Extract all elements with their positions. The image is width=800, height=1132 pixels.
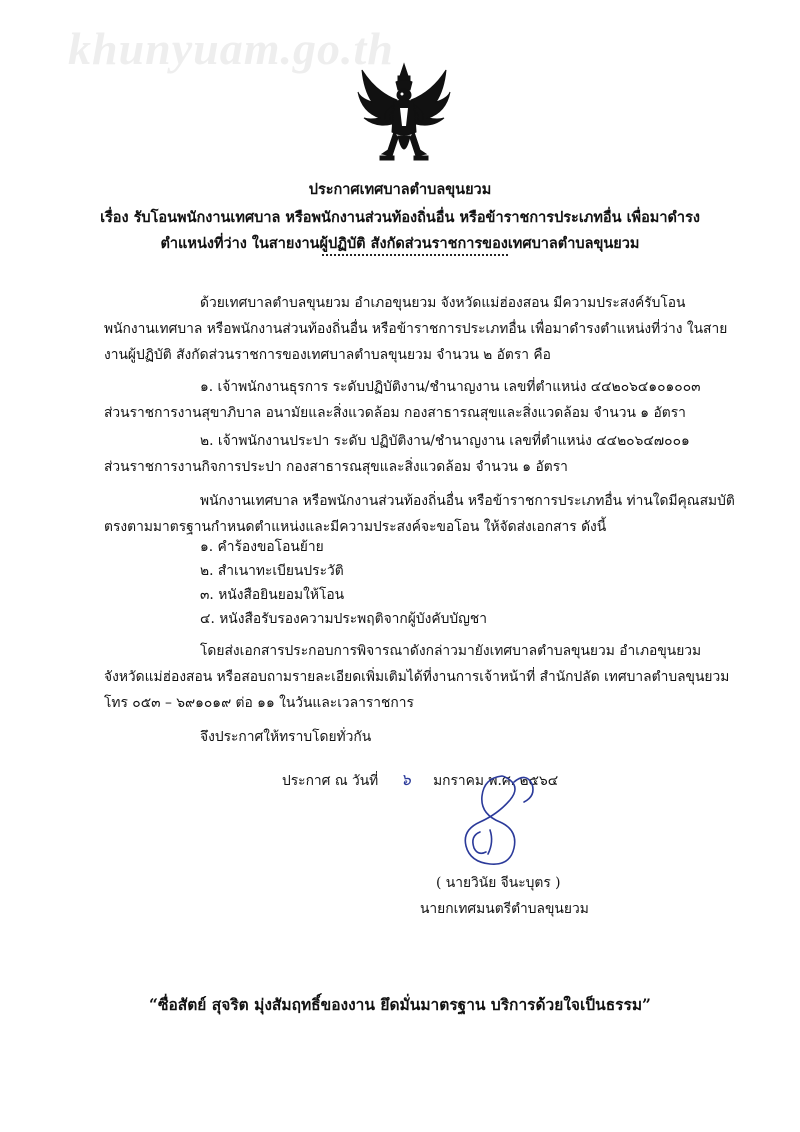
document-item-1: ๑. คำร้องขอโอนย้าย [200,539,324,555]
intro-line-2: พนักงานเทศบาล หรือพนักงานส่วนท้องถิ่นอื่น หรือข้าราชการประเภทอื่น เพื่อมาดำรงตำแหน่งที่ว่าง ในสาย [104,321,728,337]
motto: “ซื่อสัตย์ สุจริต มุ่งสัมฤทธิ์ของงาน ยึดมั่นมาตรฐาน บริการด้วยใจเป็นธรรม” [149,995,651,1014]
intro-line-1: ด้วยเทศบาลตำบลขุนยวม อำเภอขุนยวม จังหวัดแม่ฮ่องสอน มีความประสงค์รับโอน [200,295,686,311]
document-item-4: ๔. หนังสือรับรองความประพฤติจากผู้บังคับบัญชา [200,611,487,627]
signatory-position: นายกเทศมนตรีตำบลขุนยวม [420,901,589,917]
garuda-emblem-icon [356,62,452,166]
position-1-line-2: ส่วนราชการงานสุขาภิบาล อนามัยและสิ่งแวดล้อม กองสาธารณสุขและสิ่งแวดล้อม จำนวน ๑ อัตรา [104,405,686,421]
submission-line-1: โดยส่งเอกสารประกอบการพิจารณาดังกล่าวมายังเทศบาลตำบลขุนยวม อำเภอขุนยวม [200,643,702,659]
position-2-line-2: ส่วนราชการงานกิจการประปา กองสาธารณสุขและสิ่งแวดล้อม จำนวน ๑ อัตรา [104,459,568,475]
document-item-2: ๒. สำเนาทะเบียนประวัติ [200,563,344,579]
submission-line-2: จังหวัดแม่ฮ่องสอน หรือสอบถามรายละเอียดเพิ่มเติมได้ที่งานการเจ้าหน้าที่ สำนักปลัด เทศบาลตำบลขุนยวม [104,669,730,685]
date-suffix: มกราคม พ.ศ. ๒๕๖๔ [433,773,559,789]
date-prefix: ประกาศ ณ วันที่ [282,773,379,789]
position-2-line-1: ๒. เจ้าพนักงานประปา ระดับ ปฏิบัติงาน/ชำนาญงาน เลขที่ตำแหน่ง ๔๔๒๐๖๔๗๐๐๑ [200,433,690,449]
signatory-name: ( นายวินัย จีนะบุตร ) [436,875,561,891]
watermark: khunyuam.go.th [68,23,394,74]
position-1-line-1: ๑. เจ้าพนักงานธุรการ ระดับปฏิบัติงาน/ชำนาญงาน เลขที่ตำแหน่ง ๔๔๒๐๖๔๑๐๑๐๐๓ [200,379,701,395]
announcement-title: ประกาศเทศบาลตำบลขุนยวม [308,181,492,198]
handwritten-signature [440,770,550,870]
document-item-3: ๓. หนังสือยินยอมให้โอน [200,587,345,603]
closing-line: จึงประกาศให้ทราบโดยทั่วกัน [200,729,372,745]
date-day: ๖ [400,770,411,789]
divider-dots [322,254,508,256]
subject-line-1: เรื่อง รับโอนพนักงานเทศบาล หรือพนักงานส่วนท้องถิ่นอื่น หรือข้าราชการประเภทอื่น เพื่อมาดำรง [100,209,700,226]
qualification-line-2: ตรงตามมาตรฐานกำหนดตำแหน่งและมีความประสงค์จะขอโอน ให้จัดส่งเอกสาร ดังนี้ [104,519,607,535]
submission-line-3: โทร ๐๕๓ – ๖๙๑๐๑๙ ต่อ ๑๑ ในวันและเวลาราชการ [104,695,414,711]
qualification-line-1: พนักงานเทศบาล หรือพนักงานส่วนท้องถิ่นอื่น หรือข้าราชการประเภทอื่น ท่านใดมีคุณสมบัติ [200,493,735,509]
subject-line-2: ตำแหน่งที่ว่าง ในสายงานผู้ปฏิบัติ สังกัดส่วนราชการของเทศบาลตำบลขุนยวม [160,235,640,252]
intro-line-3: งานผู้ปฏิบัติ สังกัดส่วนราชการของเทศบาลตำบลขุนยวม จำนวน ๒ อัตรา คือ [104,347,551,363]
